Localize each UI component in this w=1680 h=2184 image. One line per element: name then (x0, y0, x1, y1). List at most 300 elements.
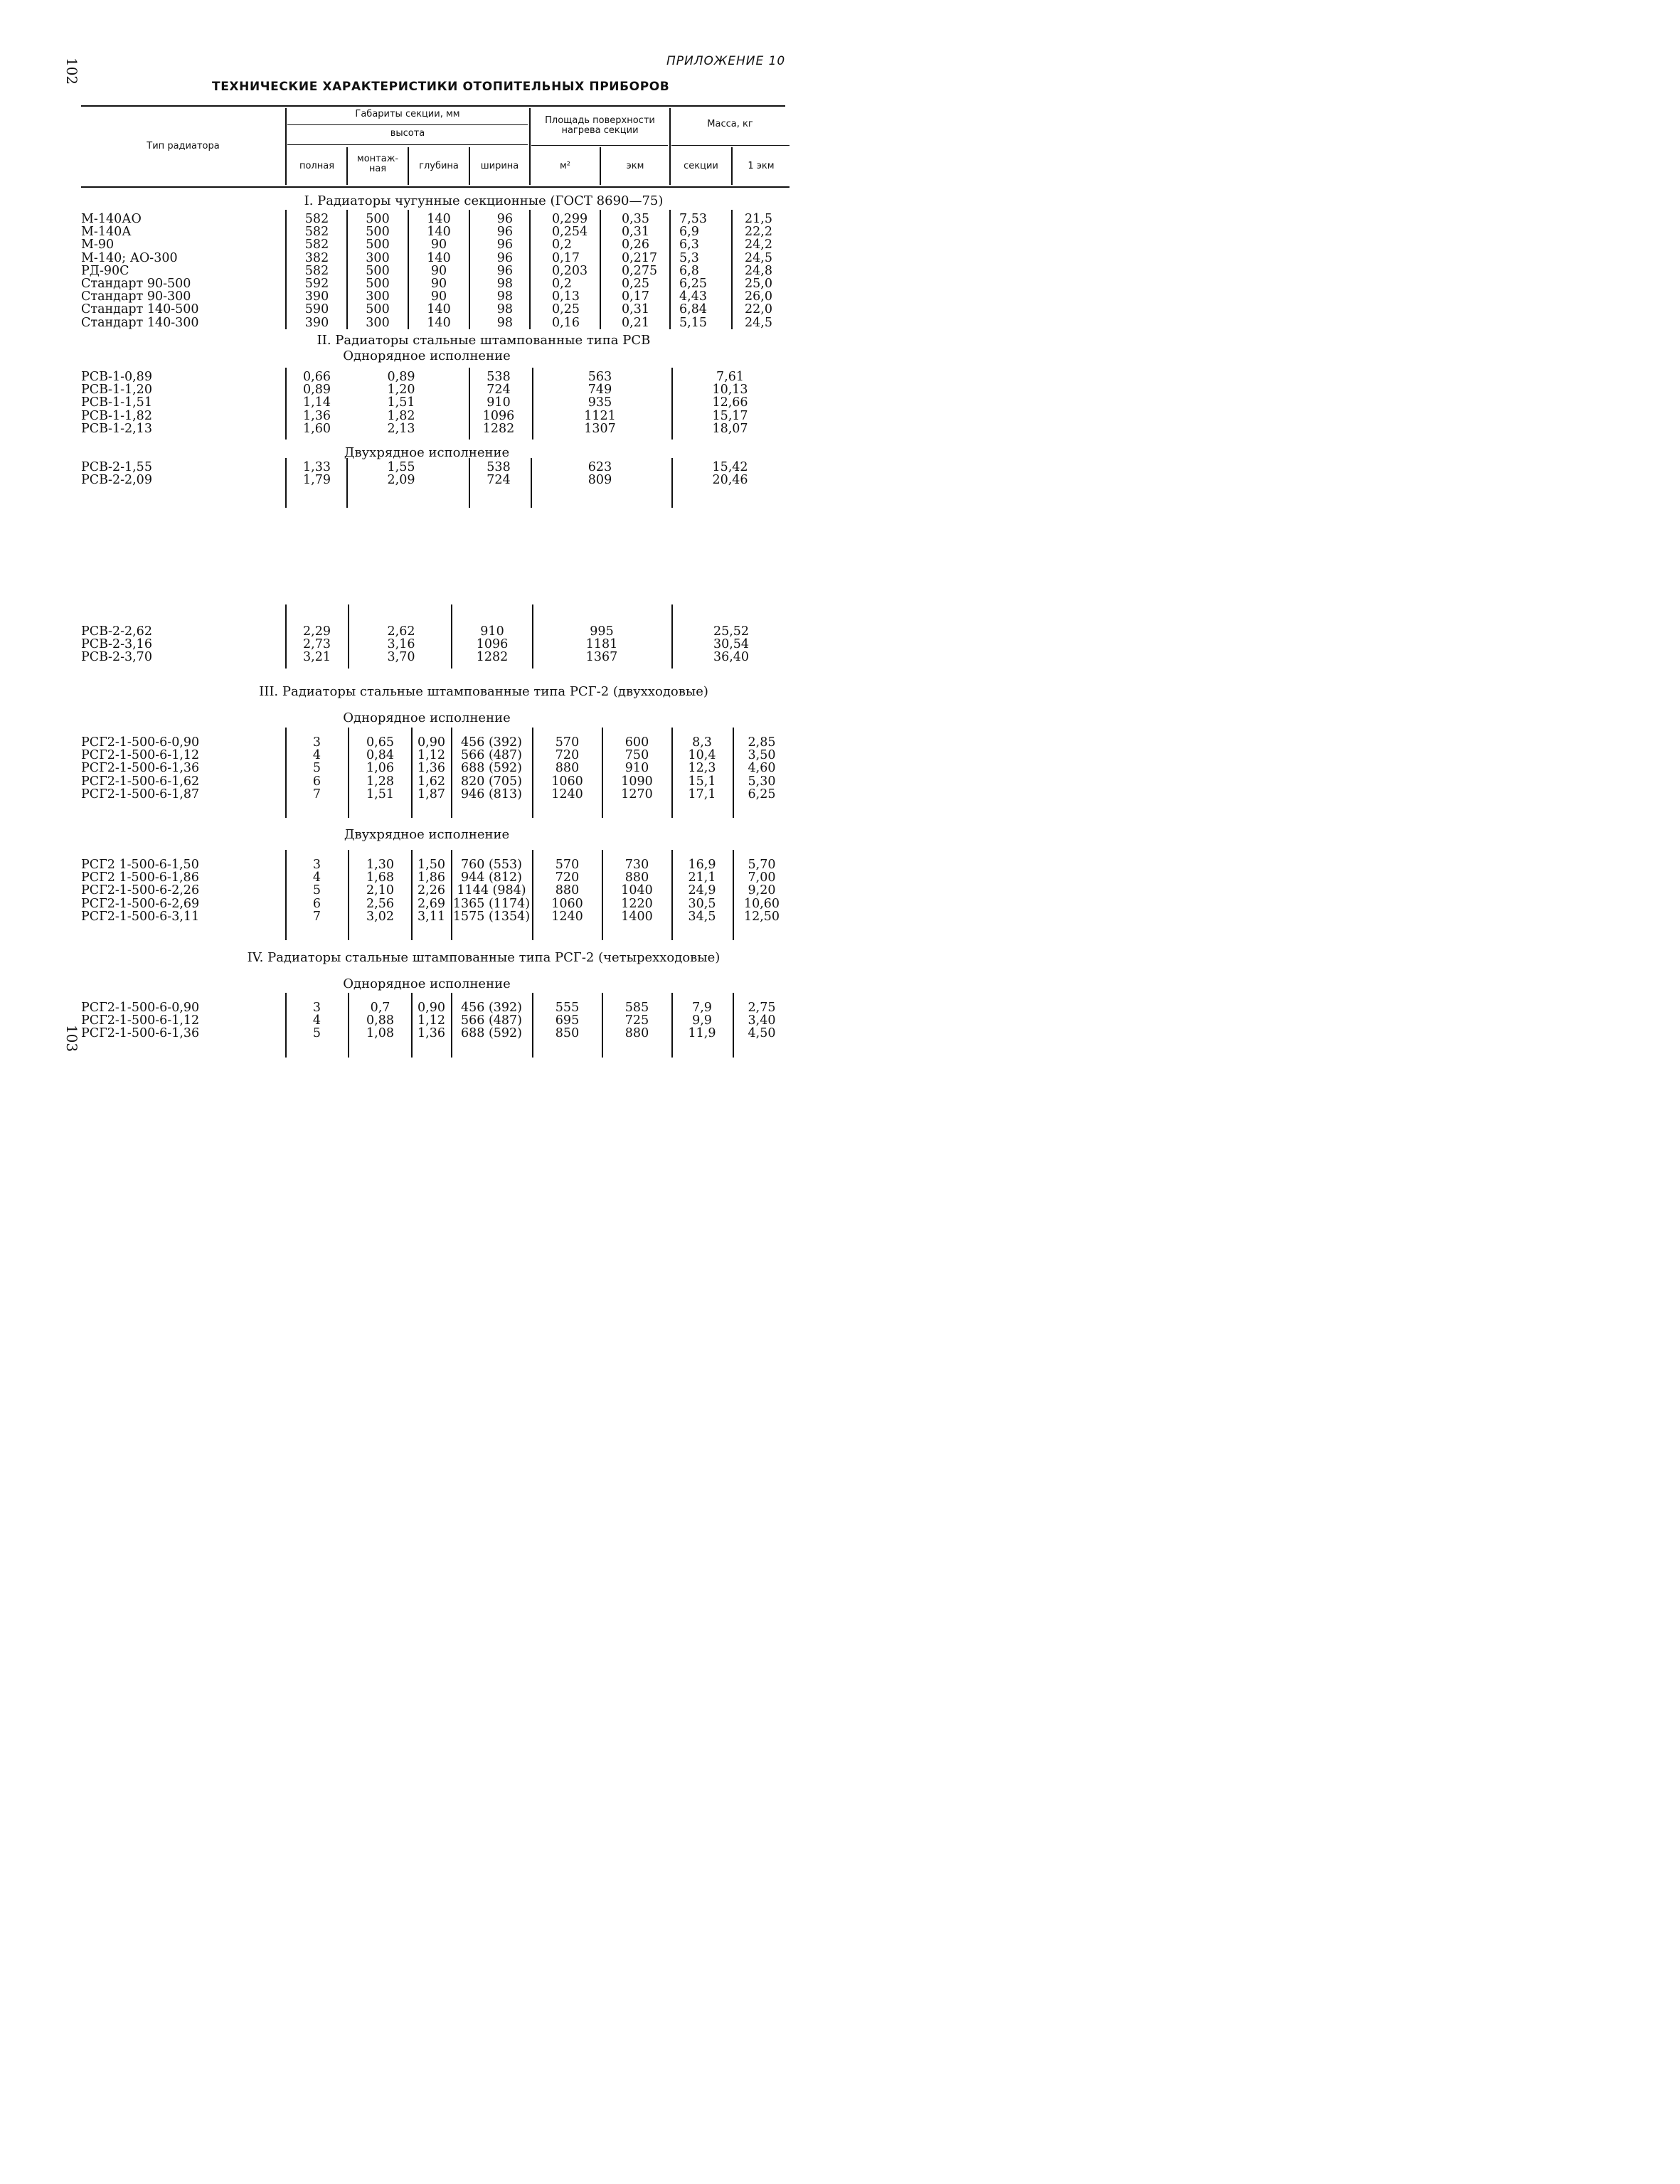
table-cell: 1240 (551, 787, 583, 801)
header-area: Площадь поверхности нагрева секции (545, 115, 655, 136)
column-divider (733, 728, 734, 818)
table-cell: 1090 (621, 774, 653, 789)
table-cell: 1,50 (418, 858, 445, 872)
column-divider (408, 210, 409, 329)
table-cell: 90 (430, 276, 447, 291)
value-column (452, 1001, 531, 1040)
header-width: ширина (480, 161, 519, 171)
table-cell: 585 (624, 1001, 649, 1015)
value-column (673, 736, 731, 801)
table-cell: 140 (427, 212, 451, 226)
table-cell: 500 (366, 276, 390, 291)
column-divider (602, 993, 603, 1058)
table-cell: 500 (366, 302, 390, 317)
value-column (603, 858, 671, 923)
radiator-type-name: РСВ-2-2,62 (81, 624, 152, 639)
table-cell: 935 (588, 395, 612, 410)
table-cell: 724 (487, 473, 511, 488)
value-column (745, 213, 772, 329)
table-cell: 390 (304, 315, 329, 330)
table-cell: 1220 (621, 896, 653, 911)
column-divider (348, 728, 349, 818)
column-divider (733, 850, 734, 940)
table-cell: 15,42 (712, 460, 748, 474)
table-cell: 12,3 (688, 761, 716, 776)
column-divider (531, 458, 532, 508)
column-divider (469, 210, 470, 329)
table-cell: 2,56 (366, 896, 394, 911)
table-cell: 0,21 (622, 315, 649, 330)
table-cell: 26,0 (745, 289, 772, 304)
table-cell: 0,13 (552, 289, 580, 304)
table-cell: 1,12 (418, 1013, 445, 1028)
page-number-bottom: 103 (63, 1024, 81, 1053)
radiator-type-name: РСВ-2-2,09 (81, 473, 152, 488)
table-cell: 0,254 (552, 225, 588, 240)
radiator-type-name: РСГ2-1-500-6-1,12 (81, 1013, 200, 1028)
table-cell: 0,66 (303, 370, 331, 384)
value-column (287, 1001, 346, 1040)
table-cell: 5,3 (679, 250, 699, 265)
section-title: III. Радиаторы стальные штампованные типа РСГ-2 (двухходовые) (259, 684, 708, 699)
table-cell: 0,25 (552, 302, 580, 317)
table-cell: 9,9 (692, 1013, 712, 1028)
radiator-type-column (81, 1001, 199, 1040)
radiator-type-name: Стандарт 90-500 (81, 276, 191, 291)
table-cell: 1,12 (418, 748, 445, 763)
subsection-title: Однорядное исполнение (343, 710, 511, 725)
table-cell: 880 (555, 761, 580, 776)
table-cell: 500 (366, 225, 390, 240)
subsection-title: Однорядное исполнение (343, 348, 511, 363)
column-divider (731, 210, 733, 329)
table-cell: 6 (312, 896, 321, 911)
radiator-type-name: РСВ-1-1,51 (81, 395, 152, 410)
table-cell: 582 (304, 212, 329, 226)
table-cell: 1307 (584, 421, 616, 436)
value-column (413, 1001, 450, 1040)
table-cell: 96 (496, 225, 513, 240)
table-cell: 1,08 (366, 1026, 394, 1041)
table-cell: 30,5 (688, 896, 716, 911)
table-cell: 910 (624, 761, 649, 776)
table-cell: 24,5 (745, 250, 772, 265)
column-divider (469, 458, 470, 508)
table-cell: 623 (588, 460, 612, 474)
table-cell: 5 (312, 883, 321, 898)
table-cell: 17,1 (688, 787, 716, 801)
table-cell: 590 (304, 302, 329, 317)
table-cell: 6 (312, 774, 321, 789)
section-title: II. Радиаторы стальные штампованные типа РСВ (317, 333, 651, 348)
table-cell: 1,55 (387, 460, 415, 474)
table-cell: 96 (496, 212, 513, 226)
table-cell: 7,9 (692, 1001, 712, 1015)
table-cell: 8,3 (692, 735, 712, 750)
table-cell: 730 (624, 858, 649, 872)
radiator-type-name: М-90 (81, 238, 115, 252)
table-cell: 4 (312, 1013, 321, 1028)
table-cell: 12,50 (743, 909, 780, 924)
table-cell: 880 (624, 870, 649, 885)
table-cell: 4 (312, 870, 321, 885)
table-cell: 3,50 (748, 748, 776, 763)
header-divider (285, 108, 287, 185)
table-cell: 1575 (1354) (452, 909, 531, 924)
radiator-type-column (81, 461, 152, 486)
value-column (470, 213, 513, 329)
table-cell: 21,5 (745, 212, 772, 226)
table-cell: 18,07 (712, 421, 748, 436)
value-column (470, 371, 527, 435)
table-cell: 820 (705) (460, 774, 523, 789)
column-divider (671, 993, 673, 1058)
table-cell: 98 (496, 289, 513, 304)
table-cell: 1365 (1174) (452, 896, 531, 911)
value-column (348, 461, 454, 486)
header-dims: Габариты секции, мм (355, 109, 460, 119)
table-cell: 1270 (621, 787, 653, 801)
table-cell: 0,7 (370, 1001, 390, 1015)
header-ekm1: 1 экм (748, 161, 775, 171)
table-cell: 910 (487, 395, 511, 410)
table-cell: 96 (496, 263, 513, 278)
column-divider (285, 458, 287, 508)
radiator-type-name: РСВ-1-2,13 (81, 421, 152, 436)
column-divider (669, 210, 671, 329)
value-column (533, 736, 601, 801)
table-cell: 24,8 (745, 263, 772, 278)
value-column (603, 1001, 671, 1040)
value-column (671, 371, 790, 435)
column-divider (411, 728, 413, 818)
table-cell: 809 (588, 473, 612, 488)
column-divider (451, 604, 452, 668)
table-cell: 1282 (476, 650, 509, 665)
table-cell: 1,87 (418, 787, 445, 801)
column-divider (451, 728, 452, 818)
table-cell: 582 (304, 263, 329, 278)
value-column (348, 371, 454, 435)
table-cell: 21,1 (688, 870, 716, 885)
column-divider (285, 368, 287, 440)
column-divider (671, 604, 673, 668)
value-column (348, 625, 454, 664)
table-cell: 3,70 (387, 650, 415, 665)
table-cell: 1,06 (366, 761, 394, 776)
table-cell: 0,65 (366, 735, 394, 750)
value-column (673, 858, 731, 923)
table-cell: 500 (366, 212, 390, 226)
column-divider (602, 728, 603, 818)
table-cell: 5 (312, 1026, 321, 1041)
header-rule-mass (671, 145, 790, 146)
table-cell: 0,25 (622, 276, 649, 291)
table-cell: 11,9 (688, 1026, 716, 1041)
table-cell: 382 (304, 250, 329, 265)
table-cell: 4 (312, 748, 321, 763)
table-cell: 25,0 (745, 276, 772, 291)
table-cell: 0,88 (366, 1013, 394, 1028)
table-cell: 1,28 (366, 774, 394, 789)
value-column (552, 213, 588, 329)
table-cell: 2,69 (418, 896, 445, 911)
value-column (349, 736, 411, 801)
header-height: высота (390, 128, 425, 139)
value-column (622, 213, 657, 329)
table-cell: 0,275 (622, 263, 658, 278)
table-cell: 880 (624, 1026, 649, 1041)
radiator-type-name: РД-90С (81, 263, 129, 278)
table-cell: 566 (487) (460, 1013, 523, 1028)
table-cell: 15,17 (712, 408, 748, 423)
table-cell: 1,51 (387, 395, 415, 410)
value-column (734, 858, 790, 923)
table-cell: 98 (496, 276, 513, 291)
table-cell: 1,33 (303, 460, 331, 474)
table-cell: 2,62 (387, 624, 415, 639)
column-divider (671, 728, 673, 818)
radiator-type-name: М-140; АО-300 (81, 250, 178, 265)
radiator-type-name: РСГ2-1-500-6-0,90 (81, 1001, 200, 1015)
value-column (673, 1001, 731, 1040)
table-cell: 2,09 (387, 473, 415, 488)
radiator-type-name: Стандарт 140-500 (81, 302, 199, 317)
table-cell: 10,13 (712, 383, 748, 398)
table-cell: 910 (480, 624, 504, 639)
table-cell: 1,30 (366, 858, 394, 872)
table-cell: 2,85 (748, 735, 776, 750)
header-bottom-rule (81, 186, 790, 188)
table-cell: 0,2 (552, 238, 572, 252)
radiator-type-column (81, 213, 199, 329)
table-cell: 1121 (584, 408, 616, 423)
table-cell: 7,61 (716, 370, 744, 384)
header-ekm: экм (626, 161, 644, 171)
table-cell: 0,89 (303, 383, 331, 398)
table-cell: 3 (312, 735, 321, 750)
table-cell: 7,53 (679, 212, 707, 226)
header-m2: м² (559, 161, 571, 171)
table-cell: 16,9 (688, 858, 716, 872)
column-divider (469, 368, 470, 440)
radiator-type-name: РСГ2-1-500-6-3,11 (81, 909, 200, 924)
value-column (287, 736, 346, 801)
table-cell: 6,8 (679, 263, 699, 278)
table-cell: 3,21 (303, 650, 331, 665)
table-cell: 6,3 (679, 238, 699, 252)
table-cell: 24,2 (745, 238, 772, 252)
table-cell: 2,13 (387, 421, 415, 436)
radiator-type-name: РСГ2-1-500-6-2,26 (81, 883, 200, 898)
table-cell: 749 (588, 383, 612, 398)
header-section: секции (684, 161, 718, 171)
column-divider (671, 458, 673, 508)
table-cell: 140 (427, 225, 451, 240)
table-cell: 456 (392) (460, 1001, 523, 1015)
table-cell: 3,02 (366, 909, 394, 924)
table-cell: 4,60 (748, 761, 776, 776)
table-cell: 1,86 (418, 870, 445, 885)
value-column (452, 736, 531, 801)
radiator-type-column (81, 736, 199, 801)
section-title: IV. Радиаторы стальные штампованные типа РСГ-2 (четырехходовые) (247, 950, 721, 965)
column-divider (285, 728, 287, 818)
table-cell: 5,30 (748, 774, 776, 789)
page-number-top: 102 (63, 57, 81, 85)
radiator-type-name: РСГ2 1-500-6-1,86 (81, 870, 199, 885)
table-cell: 300 (366, 315, 390, 330)
radiator-type-name: РСВ-2-1,55 (81, 460, 152, 474)
radiator-type-column (81, 371, 152, 435)
value-column (349, 858, 411, 923)
table-cell: 720 (555, 748, 580, 763)
table-cell: 0,16 (552, 315, 580, 330)
table-cell: 695 (555, 1013, 580, 1028)
table-cell: 1,51 (366, 787, 394, 801)
column-divider (532, 728, 533, 818)
header-mount: монтаж- ная (356, 154, 399, 174)
table-cell: 9,20 (748, 883, 776, 898)
table-cell: 688 (592) (460, 1026, 523, 1041)
table-cell: 6,84 (679, 302, 707, 317)
column-divider (346, 210, 348, 329)
table-cell: 5,15 (679, 315, 707, 330)
header-rule-area (531, 145, 668, 146)
value-column (673, 625, 790, 664)
appendix-label: ПРИЛОЖЕНИЕ 10 (666, 54, 786, 68)
table-cell: 24,5 (745, 315, 772, 330)
table-cell: 500 (366, 263, 390, 278)
table-cell: 10,60 (743, 896, 780, 911)
column-divider (532, 993, 533, 1058)
table-cell: 96 (496, 238, 513, 252)
radiator-type-name: Стандарт 140-300 (81, 315, 199, 330)
table-cell: 2,73 (303, 637, 331, 652)
table-cell: 1,79 (303, 473, 331, 488)
value-column (452, 625, 532, 664)
table-cell: 34,5 (688, 909, 716, 924)
value-column (287, 858, 346, 923)
table-cell: 3 (312, 1001, 321, 1015)
table-cell: 0,217 (622, 250, 658, 265)
header-rule-height (287, 144, 528, 145)
header-full: полная (299, 161, 335, 171)
column-divider (532, 850, 533, 940)
value-column (348, 213, 408, 329)
subsection-title: Двухрядное исполнение (344, 827, 510, 842)
value-column (734, 1001, 790, 1040)
radiator-type-column (81, 625, 152, 664)
table-cell: 0,299 (552, 212, 588, 226)
table-cell: 0,203 (552, 263, 588, 278)
table-cell: 1040 (621, 883, 653, 898)
table-cell: 12,66 (712, 395, 748, 410)
header-depth: глубина (419, 161, 459, 171)
header-top-rule (81, 105, 785, 107)
table-cell: 563 (588, 370, 612, 384)
table-cell: 538 (487, 370, 511, 384)
table-cell: 15,1 (688, 774, 716, 789)
table-cell: 0,90 (418, 1001, 445, 1015)
header-rule-dims (287, 124, 528, 125)
value-column (533, 1001, 601, 1040)
table-cell: 0,17 (552, 250, 580, 265)
column-divider (285, 993, 287, 1058)
radiator-type-name: РСГ2-1-500-6-1,36 (81, 761, 200, 776)
column-divider (451, 850, 452, 940)
column-divider (451, 993, 452, 1058)
table-cell: 600 (624, 735, 649, 750)
value-column (679, 213, 707, 329)
table-cell: 7 (312, 909, 321, 924)
table-cell: 500 (366, 238, 390, 252)
section-title: I. Радиаторы чугунные секционные (ГОСТ 8690—75) (304, 193, 664, 208)
table-cell: 0,17 (622, 289, 649, 304)
table-cell: 6,25 (679, 276, 707, 291)
table-cell: 140 (427, 315, 451, 330)
radiator-type-name: РСГ2-1-500-6-0,90 (81, 735, 200, 750)
column-divider (285, 604, 287, 668)
value-column (452, 858, 531, 923)
table-cell: 570 (555, 858, 580, 872)
subsection-title: Двухрядное исполнение (344, 445, 510, 460)
table-cell: 98 (496, 315, 513, 330)
table-cell: 0,2 (552, 276, 572, 291)
table-cell: 2,75 (748, 1001, 776, 1015)
value-column (531, 461, 669, 486)
table-cell: 4,43 (679, 289, 707, 304)
column-divider (733, 993, 734, 1058)
table-cell: 1,82 (387, 408, 415, 423)
table-cell: 25,52 (713, 624, 750, 639)
table-cell: 1367 (585, 650, 618, 665)
radiator-type-name: М-140А (81, 225, 132, 240)
table-cell: 946 (813) (460, 787, 523, 801)
value-column (413, 736, 450, 801)
table-cell: 724 (487, 383, 511, 398)
table-cell: 98 (496, 302, 513, 317)
column-divider (346, 458, 348, 508)
column-divider (600, 210, 601, 329)
column-divider (411, 850, 413, 940)
table-cell: 592 (304, 276, 329, 291)
column-divider (348, 850, 349, 940)
table-cell: 1400 (621, 909, 653, 924)
table-cell: 10,4 (688, 748, 716, 763)
table-cell: 300 (366, 289, 390, 304)
radiator-type-name: РСВ-1-1,82 (81, 408, 152, 423)
page-title: ТЕХНИЧЕСКИЕ ХАРАКТЕРИСТИКИ ОТОПИТЕЛЬНЫХ ПРИБОРОВ (212, 80, 670, 94)
table-cell: 90 (430, 263, 447, 278)
radiator-type-name: Стандарт 90-300 (81, 289, 191, 304)
value-column (470, 461, 527, 486)
column-divider (602, 850, 603, 940)
table-cell: 750 (624, 748, 649, 763)
radiator-type-name: РСВ-1-0,89 (81, 370, 152, 384)
table-cell: 22,0 (745, 302, 772, 317)
radiator-type-name: РСВ-2-3,16 (81, 637, 152, 652)
radiator-type-name: РСГ2-1-500-6-1,87 (81, 787, 200, 801)
table-cell: 1,68 (366, 870, 394, 885)
table-cell: 300 (366, 250, 390, 265)
table-cell: 1,60 (303, 421, 331, 436)
radiator-type-name: РСГ2-1-500-6-2,69 (81, 896, 200, 911)
table-cell: 3,16 (387, 637, 415, 652)
table-cell: 1060 (551, 896, 583, 911)
table-cell: 5,70 (748, 858, 776, 872)
subsection-title: Однорядное исполнение (343, 976, 511, 991)
